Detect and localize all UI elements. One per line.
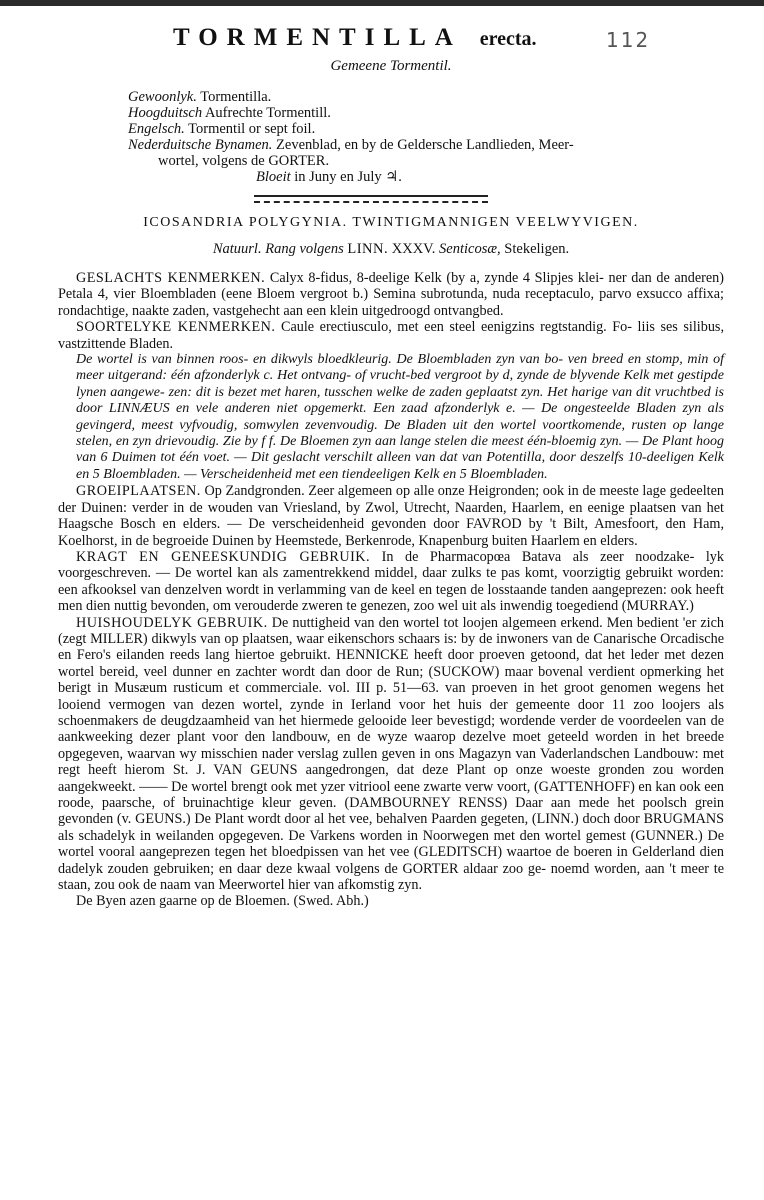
rang-sent: Senticosæ, [439, 241, 501, 257]
rang-linn: LINN. [347, 241, 389, 257]
species-characters [58, 319, 724, 352]
synonym-line [128, 89, 724, 105]
section-heading: GROEIPLAATSEN. [76, 483, 201, 500]
description: De wortel is van binnen roos- en dikwyls bloedkleurig. De Bloembladen zyn van bo- ven breed en stomp, min of meer uitgerand: één afzonderlyk c. Het ontvang- of vrucht-bed vergroot by d, zynde de blyvende Kelk met gestipde lynen aangewe- zen: dit is bezet met haren, tusschen welke de zaden geplaatst zyn. Het harige van dit vruchtbed is door LINNÆUS en vele anderen niet opgemerkt. Een zaad afzonderlyk e. — De ongesteelde Bladen zyn als gevingerd, meest vyfvoudig, somwylen zevenvoudig. De Bladen uit den wortel voortkomende, rusten op lange stelen, en zyn drievoudig. Zie by f f. De Bloemen zyn aan lange stelen die meest één-bloemig zyn. — De Plant hoog van 6 Duimen tot één voet. — Dit geslacht verschilt alleen van dat van Potentilla, door deszelfs 10-deeligen Kelk en 5 Bloembladen. — Verscheidenheid met een tiendeeligen Kelk en 5 Bloembladen. [76, 352, 724, 482]
synonym-label: Hoogduitsch [128, 105, 203, 121]
section-text: Calyx 8-fidus, 8-deelige Kelk (by a, zynde 4 Slipjes klei- ner dan de anderen) Petala 4, vier Bloembladen (eene Bloem vergroot b.) Semina subrotunda, nuda receptaculo, parvo exsucco affixa; rondachtige, naakte zaden, vastgehecht aan een klein uitgedroogd ontvangbed. [58, 270, 725, 319]
flowering-text: in Juny en July ♃. [294, 169, 402, 185]
synonym-label: Engelsch. [128, 121, 185, 137]
genus-name: TORMENTILLA [173, 24, 461, 51]
header [58, 10, 724, 54]
synonym-label: Gewoonlyk. [128, 89, 197, 105]
synonym-line [128, 121, 724, 137]
section-text: De nuttigheid van den wortel tot loojen algemeen erkend. Men bedient 'er zich (zegt MILLER) dikwyls van op plaatsen, waar eikenschors schaars is: by de inwoners van de Canarische Orcadische en Fero's eilanden reeds lang hiertoe gebruikt. HENNICKE heeft door proeven getoond, dat het leder met dezen wortel bereid, veel dunner en zachter wordt dan door de Run; (SUCKOW) maar bovenal verdient opmerking het berigt in Musæum rusticum et commerciale. vol. III p. 51—63. van proeven in het groot genomen wegens het looiend vermogen van dezen wortel, zynde in Ierland voor het huis der gemeente door 11 zoo loojers als schoenmakers de deugdzaamheid van het hiermede gelooide leer bevestigd; wordende verder de voordeelen van de aankweeking dezer plant voor den landbouw, en de wyze waarop dezelve moet geteeld worden in het breede opgegeven, waarvan wy misschien nader verslag zullen geven in ons Magazyn van Vaderlandschen Landbouw: met regt heeft hierom St. J. VAN GEUNS aangedrongen, dat deze Plant op onze woeste gronden zou worden aangekweekt. —— De wortel brengt ook met yzer vitriool eene zwarte verw voort, (GATTENHOFF) en kan ook een roode, paarsche, of bruinachtige kleur geven. (DAMBOURNEY RENSS) Daar aan mede het poolsch grein gevonden (v. GEUNS.) De Plant wordt door al het vee, behalven Paarden gegeten, (LINN.) doch door BRUGMANS als schadelyk in weilanden opgegeven. De Varkens worden in Noorwegen met den wortel gemest (GUNNER.) De wortel vooral aangeprezen tegen het bloedpissen van het vee (GLEDITSCH) waartoe de boeren in Gelderland dien dadelyk zouden gebruiken; en daar deze kwaal volgens de GORTER aldaar zoo ge- noemd worden, aan 't meer te staan, zou ook de naam van Meerwortel hier van afkomstig zyn. [58, 614, 725, 894]
scan-edge [0, 0, 764, 6]
medicinal-use [58, 549, 724, 615]
synonym-list [58, 89, 724, 169]
section-text: Caule erectiusculo, met een steel eenigzins regtstandig. Fo- liis ses silibus, vastzittende Bladen. [58, 319, 724, 352]
synonym-text: Tormentil or sept foil. [188, 121, 316, 137]
synonym-text: Aufrechte Tormentill. [204, 105, 331, 121]
document-page [58, 10, 724, 910]
closing-line: De Byen azen gaarne op de Bloemen. (Swed. Abh.) [76, 893, 369, 910]
page-title [173, 24, 537, 52]
species-name: erecta. [479, 28, 537, 50]
natural-order [58, 241, 724, 258]
rang-label: Natuurl. Rang volgens [212, 241, 344, 257]
classification: ICOSANDRIA POLYGYNIA. TWINTIGMANNIGEN VEELWYVIGEN. [143, 215, 639, 230]
synonym-text: Tormentilla. [200, 89, 272, 105]
flowering-label: Bloeit [256, 169, 291, 185]
section-text: In de Pharmacopœa Batava als zeer noodzake- lyk voorgeschreven. — De wortel kan als zamentrekkend middel, daar zulks te pas komt, voorzigtig gebruikt worden: een afkooksel van denzelven wordt in verlamming van de keel en tegen de losstaande tanden aangeprezen: ook heeft men dien nuttig bevonden, om verouderde zweren te genezen, zoo wel uit als inwendig toegediend (MURRAY.) [58, 548, 724, 615]
synonym-line [128, 153, 724, 169]
ornamental-rule [254, 195, 488, 203]
synonym-text: wortel, volgens de GORTER. [158, 153, 330, 169]
habitat [58, 483, 724, 549]
genus-characters [58, 270, 724, 319]
household-use [58, 615, 724, 894]
subtitle: Gemeene Tormentil. [330, 58, 452, 74]
synonym-line [128, 105, 724, 121]
flowering-line [256, 169, 724, 185]
rang-rest: Stekeligen. [504, 241, 570, 257]
section-heading: KRAGT EN GENEESKUNDIG GEBRUIK. [76, 548, 371, 565]
pencil-annotation: 112 [606, 28, 651, 52]
synonym-text: Zevenblad, en by de Geldersche Landlieden, Meer- [276, 137, 574, 153]
section-text: Op Zandgronden. Zeer algemeen op alle onze Heigronden; ook in de meeste lage gedeelten der Duinen: verder in de wouden van Vriesland, by Zwol, Utrecht, Naarden, Haarlem, en eenige plaatsen van het Haagsche Bosch en elders. — De verscheidenheid gevonden door FAVROD by 't Bilt, Amesfoort, den Ham, Koelhorst, in de begroeide Duinen by Heemstede, Berkenrode, Knapenburg buiten Haarlem en elders. [58, 483, 725, 549]
section-heading: GESLACHTS KENMERKEN. [76, 270, 266, 286]
rang-number: XXXV. [391, 241, 436, 257]
synonym-label: Nederduitsche Bynamen. [128, 137, 273, 153]
section-heading: SOORTELYKE KENMERKEN. [76, 319, 276, 336]
section-heading: HUISHOUDELYK GEBRUIK. [76, 614, 268, 631]
synonym-line [128, 137, 724, 153]
